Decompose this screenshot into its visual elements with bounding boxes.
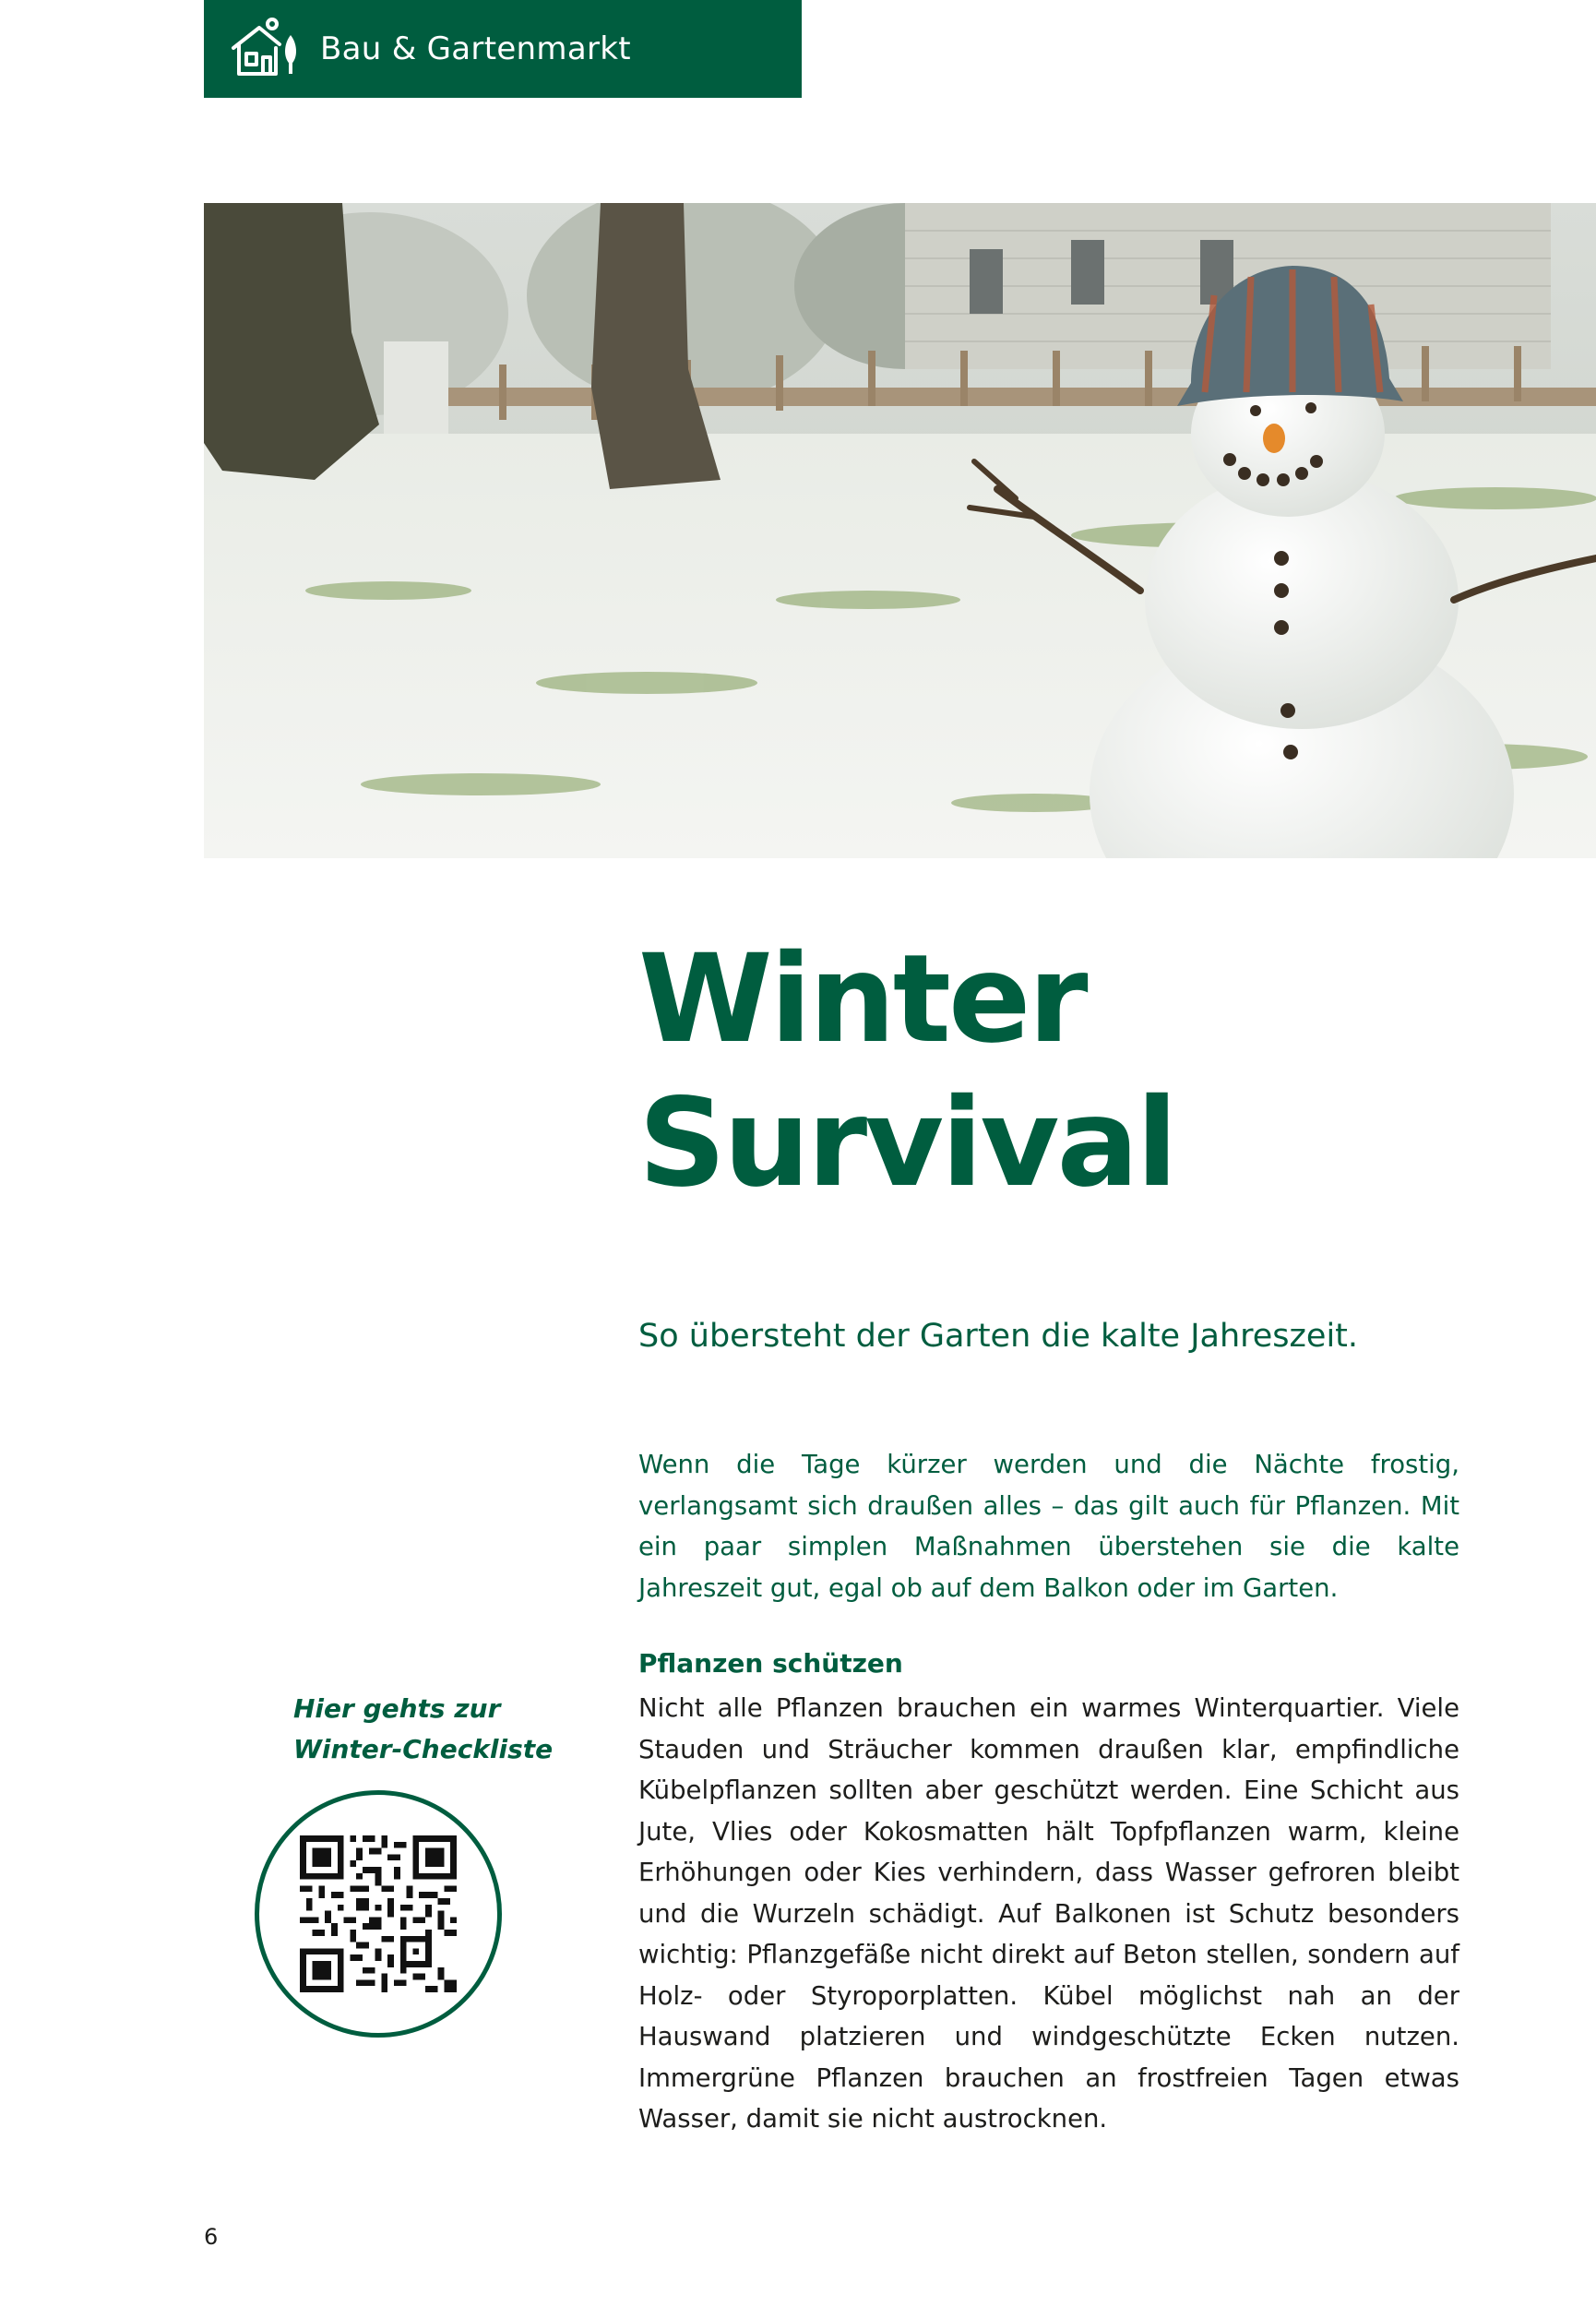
house-tree-icon — [228, 17, 302, 81]
title-line-2: Survival — [638, 1072, 1175, 1214]
qr-caption — [293, 1689, 553, 1770]
article-title — [638, 927, 1175, 1215]
header-tab — [204, 0, 802, 98]
qr-caption-line-2: Winter-Checkliste — [293, 1734, 554, 1764]
hero-image — [204, 203, 1596, 858]
qr-caption-line-1: Hier gehts zur — [293, 1693, 501, 1724]
title-line-1: Winter — [638, 928, 1086, 1070]
qr-code-icon[interactable] — [300, 1835, 457, 1992]
article-intro: Wenn die Tage kürzer werden und die Nächte frostig, verlangsamt sich draußen alles – das gilt auch für Pflanzen. Mit ein paar simplen Maßnahmen überstehen sie die kalte Jahreszeit gut, egal ob auf dem Balkon oder im Garten. — [638, 1450, 1459, 1603]
section-body: Nicht alle Pflanzen brauchen ein warmes Winterquartier. Viele Stauden und Sträucher kommen draußen klar, empfindliche Kübelpflanzen sollten aber geschützt werden. Eine Schicht aus Jute, Vlies oder Kokosmatten hält Topfpflanzen warm, kleine Erhöhungen oder Kies verhindern, dass Wasser gefroren bleibt und die Wurzeln schädigt. Auf Balkonen ist Schutz besonders wichtig: Pflanzgefäße nicht direkt auf Beton stellen, sondern auf Holz- oder Styroporplatten. Kübel möglichst nah an der Hauswand platzieren und windgeschützte Ecken nutzen. Immergrüne Pflanzen brauchen an frostfreien Tagen etwas Wasser, damit sie nicht austrocknen. — [638, 1693, 1459, 2134]
page-number: 6 — [204, 2224, 219, 2250]
section-heading: Pflanzen schützen — [638, 1648, 903, 1679]
qr-badge[interactable] — [255, 1790, 502, 2038]
header-title: Bau & Gartenmarkt — [320, 30, 631, 67]
article-subtitle: So übersteht der Garten die kalte Jahreszeit. — [638, 1318, 1359, 1355]
